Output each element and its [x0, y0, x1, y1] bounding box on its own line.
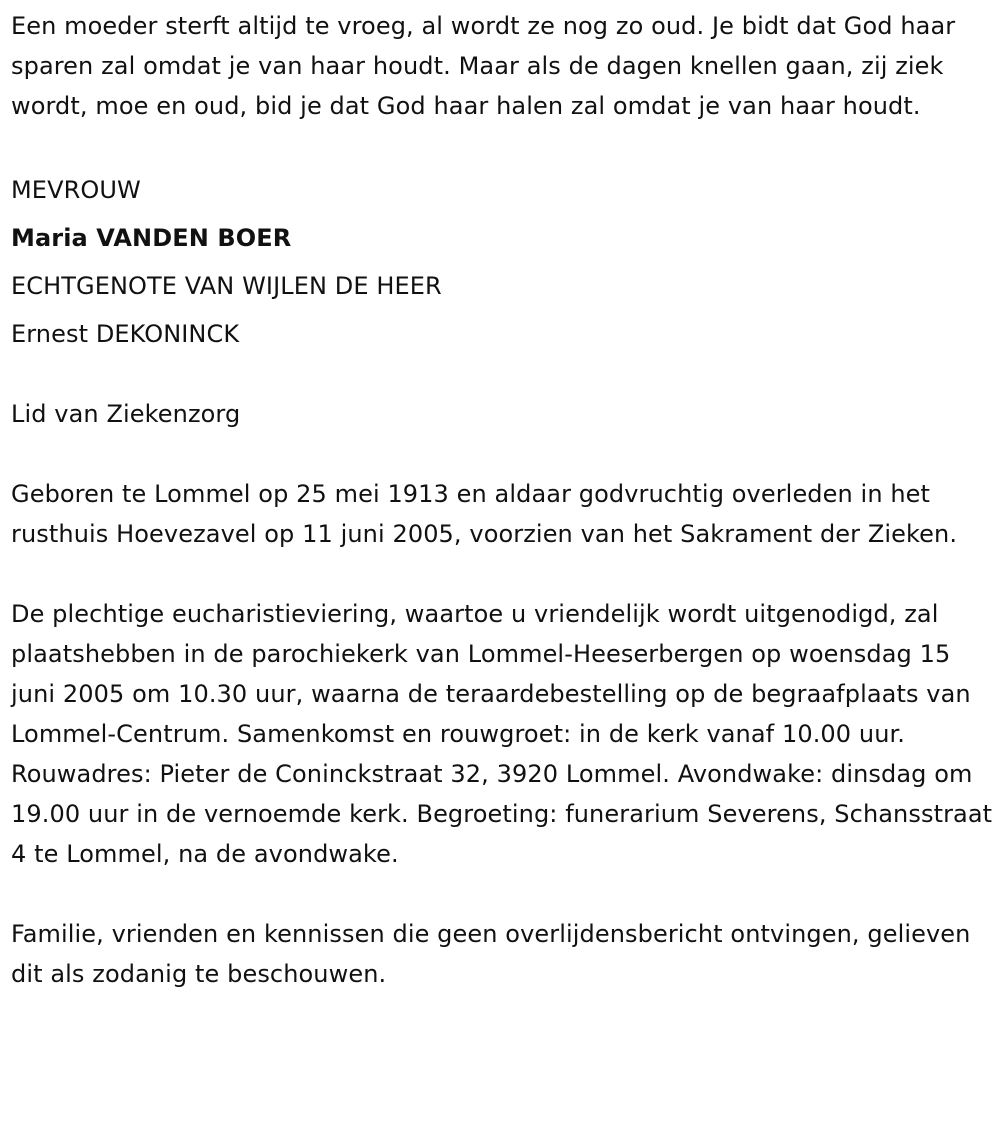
ceremony-paragraph: De plechtige eucharistieviering, waartoe u vriendelijk wordt uitgenodigd, zal plaatshebben in de parochiekerk van Lommel-Heeserbergen op woensdag 15 juni 2005 om 10.30 uur, waarna de teraardebestelling op de begraafplaats van Lommel-Centrum. Samenkomst en rouwgroet: in de kerk vanaf 10.00 uur. Rouwadres: Pieter de Coninckstraat 32, 3920 Lommel. Avondwake: dinsdag om 19.00 uur in de vernoemde kerk. Begroeting: funerarium Severens, Schansstraat 4 te Lommel, na de avondwake.: [11, 600, 993, 868]
birth-death-paragraph: Geboren te Lommel op 25 mei 1913 en aldaar godvruchtig overleden in het rusthuis Hoevezavel op 11 juni 2005, voorzien van het Sakrament der Zieken.: [11, 480, 958, 548]
relation-line: ECHTGENOTE VAN WIJLEN DE HEER: [11, 272, 442, 300]
honorific-title: MEVROUW: [11, 176, 141, 204]
deceased-name: Maria VANDEN BOER: [11, 224, 292, 252]
poem-paragraph: Een moeder sterft altijd te vroeg, al wordt ze nog zo oud. Je bidt dat God haar sparen zal omdat je van haar houdt. Maar als de dagen knellen gaan, zij ziek wordt, moe en oud, bid je dat God haar halen zal omdat je van haar houdt.: [11, 12, 956, 120]
membership-line: Lid van Ziekenzorg: [11, 400, 241, 428]
closing-paragraph: Familie, vrienden en kennissen die geen overlijdensbericht ontvingen, gelieven dit als zodanig te beschouwen.: [11, 920, 971, 988]
spouse-name: Ernest DEKONINCK: [11, 320, 240, 348]
obituary-document: [11, 6, 995, 994]
